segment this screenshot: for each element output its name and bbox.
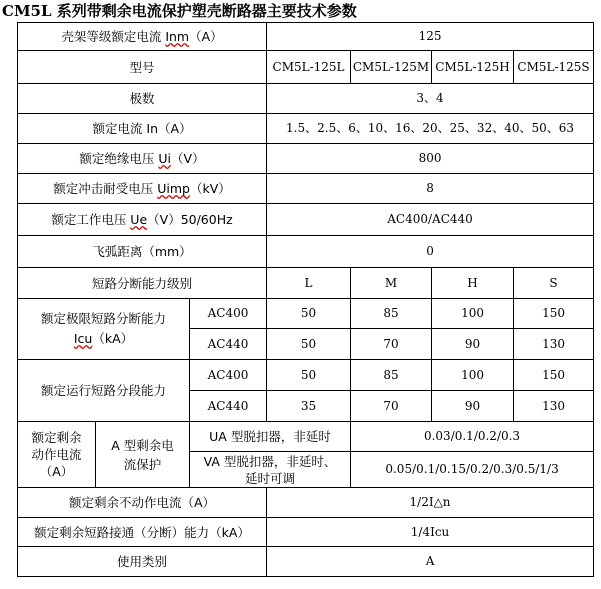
row-operating-voltage: [18, 204, 594, 236]
icu-ac440-h: 90: [432, 329, 514, 360]
category-label: 使用类别: [18, 547, 267, 577]
ics-voltage-ac440: AC440: [190, 391, 267, 422]
ics-ac440-h: 90: [432, 391, 514, 422]
frame-current-value: 125: [267, 23, 594, 51]
row-impulse-voltage: [18, 174, 594, 204]
poles-value: 3、4: [267, 84, 594, 114]
category-value: A: [267, 547, 594, 577]
row-breaking-level: [18, 268, 594, 299]
residual-making-label: 额定剩余短路接通（分断）能力（kA）: [18, 518, 267, 547]
frame-current-label: 壳架等级额定电流 Inm（A）: [18, 23, 267, 51]
ics-ac440-l: 35: [267, 391, 351, 422]
icu-voltage-ac400: AC400: [190, 299, 267, 329]
ua-trip-label: UA 型脱扣器，非延时: [190, 422, 351, 452]
impulse-voltage-label: 额定冲击耐受电压 Uimp（kV）: [18, 174, 267, 204]
operating-voltage-value: AC400/AC440: [267, 204, 594, 236]
non-operating-label: 额定剩余不动作电流（A）: [18, 488, 267, 518]
residual-type-label: A 型剩余电 流保护: [96, 422, 190, 488]
row-arc-distance: [18, 236, 594, 268]
arc-distance-value: 0: [267, 236, 594, 268]
icu-ac400-l: 50: [267, 299, 351, 329]
residual-making-value: 1/4Icu: [267, 518, 594, 547]
model-s: CM5L-125S: [514, 51, 594, 84]
arc-distance-label: 飞弧距离（mm）: [18, 236, 267, 268]
row-rated-current: [18, 114, 594, 144]
model-l: CM5L-125L: [267, 51, 351, 84]
model-h: CM5L-125H: [432, 51, 514, 84]
impulse-voltage-value: 8: [267, 174, 594, 204]
breaking-level-label: 短路分断能力级别: [18, 268, 267, 299]
spec-table: [17, 22, 594, 577]
breaking-level-m: M: [351, 268, 432, 299]
row-poles: [18, 84, 594, 114]
row-category: [18, 547, 594, 577]
ics-ac400-h: 100: [432, 360, 514, 391]
rated-current-value: 1.5、2.5、6、10、16、20、25、32、40、50、63: [267, 114, 594, 144]
row-residual-ua: [18, 422, 594, 452]
row-icu-ac400: [18, 299, 594, 329]
va-trip-value: 0.05/0.1/0.15/0.2/0.3/0.5/1/3: [351, 452, 594, 488]
insulation-voltage-value: 800: [267, 144, 594, 174]
operating-voltage-label: 额定工作电压 Ue（V）50/60Hz: [18, 204, 267, 236]
row-non-operating: [18, 488, 594, 518]
icu-voltage-ac440: AC440: [190, 329, 267, 360]
ics-ac440-s: 130: [514, 391, 594, 422]
breaking-level-l: L: [267, 268, 351, 299]
document-title: CM5L 系列带剩余电流保护塑壳断路器主要技术参数: [2, 2, 357, 20]
ics-ac400-m: 85: [351, 360, 432, 391]
row-frame-current: [18, 23, 594, 51]
row-residual-making: [18, 518, 594, 547]
insulation-voltage-label: 额定绝缘电压 Ui（V）: [18, 144, 267, 174]
ics-ac400-l: 50: [267, 360, 351, 391]
row-insulation-voltage: [18, 144, 594, 174]
model-label: 型号: [18, 51, 267, 84]
ua-trip-value: 0.03/0.1/0.2/0.3: [351, 422, 594, 452]
residual-current-label: 额定剩余 动作电流 （A）: [18, 422, 96, 488]
breaking-level-h: H: [432, 268, 514, 299]
ics-voltage-ac400: AC400: [190, 360, 267, 391]
ics-ac400-s: 150: [514, 360, 594, 391]
icu-label: 额定极限短路分断能力 Icu（kA）: [18, 299, 190, 360]
icu-ac400-h: 100: [432, 299, 514, 329]
breaking-level-s: S: [514, 268, 594, 299]
ics-label: 额定运行短路分段能力: [18, 360, 190, 422]
row-ics-ac400: [18, 360, 594, 391]
icu-ac440-m: 70: [351, 329, 432, 360]
model-m: CM5L-125M: [351, 51, 432, 84]
va-trip-label: VA 型脱扣器，非延时、 延时可调: [190, 452, 351, 488]
icu-ac440-s: 130: [514, 329, 594, 360]
poles-label: 极数: [18, 84, 267, 114]
icu-ac440-l: 50: [267, 329, 351, 360]
row-model: [18, 51, 594, 84]
icu-ac400-m: 85: [351, 299, 432, 329]
icu-ac400-s: 150: [514, 299, 594, 329]
rated-current-label: 额定电流 In（A）: [18, 114, 267, 144]
ics-ac440-m: 70: [351, 391, 432, 422]
non-operating-value: 1/2I△n: [267, 488, 594, 518]
